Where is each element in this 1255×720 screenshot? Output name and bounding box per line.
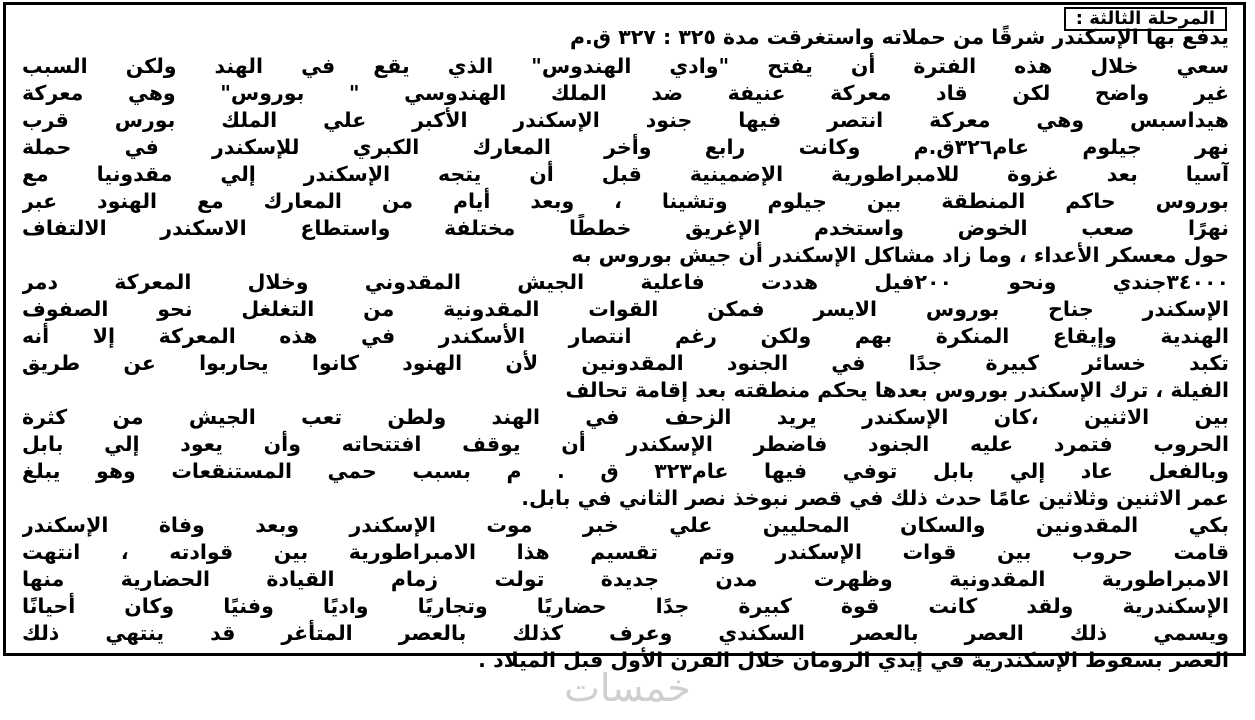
text-line: سعي خلال هذه الفترة أن يفتح "وادي الهندوس" الذي يقع في الهند ولكن السبب: [22, 54, 1229, 78]
watermark-logo: خمسات: [564, 666, 691, 710]
section-heading: المرحلة الثالثة :: [1064, 7, 1227, 31]
text-line: الحروب فتمرد عليه الجنود فاضطر الإسكندر أن يوقف افتتحاته وأن يعود إلي بابل: [22, 432, 1229, 456]
body-text: [6, 5, 1243, 672]
text-line: غير واضح لكن قاد معركة عنيفة ضد الملك الهندوسي " بوروس" وهي معركة: [22, 81, 1229, 105]
text-line: الامبراطورية المقدونية وظهرت مدن جديدة تولت زمام القيادة الحضارية منها: [22, 567, 1229, 591]
text-line: نهرًا صعب الخوض واستخدم الإغريق خططًا مختلفة واستطاع الاسكندر الالتفاف: [22, 216, 1229, 240]
text-line: الإسكندرية ولقد كانت قوة كبيرة جدًا حضاريًا وتجاريًا واديًا وفنيًا وكان أحيانًا: [22, 594, 1229, 618]
text-line: حول معسكر الأعداء ، وما زاد مشاكل الإسكندر أن جيش بوروس به: [571, 243, 1229, 267]
text-line: ويسمي ذلك العصر بالعصر السكندي وعرف كذلك بالعصر المتأغر قد ينتهي ذلك: [22, 621, 1229, 645]
text-line: بوروس حاكم المنطقة بين جيلوم وتشينا ، وبعد أيام من المعارك مع الهنود عبر: [22, 189, 1229, 213]
text-line: هيداسبس وهي معركة انتصر فيها جنود الإسكندر الأكبر علي الملك بورس قرب: [22, 108, 1229, 132]
document-frame: [3, 2, 1246, 672]
text-line: العصر بسقوط الإسكندرية في إيدي الرومان خلال القرن الأول قبل الميلاد .: [478, 648, 1229, 672]
text-line: بين الاثنين ،كان الإسكندر يريد الزحف في الهند ولطن تعب الجيش من كثرة: [22, 405, 1229, 429]
text-line: وبالفعل عاد إلي بابل توفي فيها عام٣٢٣ ق . م بسبب حمي المستنقعات وهو يبلغ: [22, 459, 1229, 483]
text-line: عمر الاثنين وثلاثين عامًا حدث ذلك في قصر نبوخذ نصر الثاني في بابل.: [521, 486, 1229, 510]
text-line: آسيا بعد غزوة للامبراطورية الإضمينية قبل أن يتجه الإسكندر إلي مقدونيا مع: [22, 162, 1229, 186]
text-line: الإسكندر جناح بوروس الايسر فمكن القوات المقدونية من التغلغل نحو الصفوف: [22, 297, 1229, 321]
text-line: الهندية وإيقاع المنكرة بهم ولكن رغم انتصار الأسكندر في هذه المعركة إلا أنه: [22, 324, 1229, 348]
text-line: بكي المقدونين والسكان المحليين علي خبر موت الإسكندر وبعد وفاة الإسكندر: [22, 513, 1229, 537]
text-line: ٣٤٠٠٠جندي ونحو ٢٠٠فيل هددت فاعلية الجيش المقدوني وخلال المعركة دمر: [22, 270, 1229, 294]
text-line: قامت حروب بين قوات الإسكندر وتم تقسيم هذا الامبراطورية بين قوادته ، انتهت: [22, 540, 1229, 564]
text-line: يدفع بها الإسكندر شرقًا من حملاته واستغرقت مدة ٣٢٥ : ٣٢٧ ق.م: [570, 25, 1229, 49]
text-line: الفيلة ، ترك الإسكندر بوروس بعدها يحكم منطقته بعد إقامة تحالف: [565, 378, 1229, 402]
text-line: نهر جيلوم عام٣٢٦ق.م وكانت رابع وأخر المعارك الكبري للإسكندر في حملة: [22, 135, 1229, 159]
text-line: تكبد خسائر كبيرة جدًا في الجنود المقدونين لأن الهنود كانوا يحاربوا عن طريق: [22, 351, 1229, 375]
